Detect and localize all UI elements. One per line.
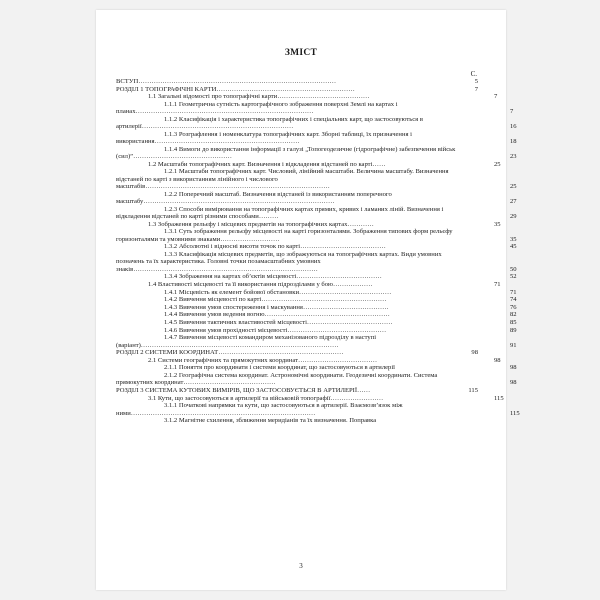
toc-entry-text: 1.2.2 Поперечний масштаб. Визначення відстаней із використанням поперечного масштабу…………………………………………………………………………… <box>116 190 392 206</box>
toc-entry-page: 98 <box>510 364 517 372</box>
toc-entry <box>116 402 520 417</box>
toc-entry-text: 1.2.1 Масштаби топографічних карт. Числовий, лінійний масштаби. Величина масштабу. Визначення відстаней по карті з використанням лінійного і числового масштабів………………………………………………………………………… <box>116 168 449 191</box>
toc-entry <box>116 85 478 93</box>
toc-entry-text: 2.1.2 Географічна система координат. Астрономічні координати. Геодезичні координати. Система прямокутних координат…………………………………… <box>116 371 438 387</box>
toc-entry-text: 2.1.1 Поняття про координати і системи координат, що застосовуються в артилерії <box>164 364 395 372</box>
toc-entry <box>116 296 517 304</box>
toc-entry-text: 1.4.1 Місцевість як елемент бойової обстановки…………………………………… <box>164 288 392 296</box>
toc-title: ЗМІСТ <box>284 48 318 58</box>
toc-entry-page: 71 <box>494 280 501 288</box>
toc-entry-page: 25 <box>510 183 517 191</box>
toc-entry-page: 76 <box>510 303 517 311</box>
toc-entry <box>116 250 517 273</box>
toc-entry-page: 74 <box>510 296 517 304</box>
toc-entry <box>116 364 517 372</box>
toc-entry-text: 1.1.2 Класифікація і характеристика топографічних і спеціальних карт, що застосовуються в артилерії…………………………………………………………… <box>116 115 423 131</box>
toc-entry-text: 1.4.5 Вивчення тактичних властивостей місцевості………………………………… <box>164 318 393 326</box>
toc-entry-text: 1.4.4 Вивчення умов ведення вогню………………………………………………… <box>164 311 390 319</box>
toc-entry <box>116 303 517 311</box>
toc-entry-page: 18 <box>510 138 517 146</box>
toc-entry-text: 3.1.1 Початкові напрямки та кути, що застосовуються в артилерії. Взаємозв’язок між ними………………………………………………………………………… <box>116 402 403 417</box>
toc-entry-page: 35 <box>494 220 501 228</box>
toc-entry-text: 1.1.4 Вимоги до використання інформації з галузі „Топогеодезичне (гідрографічне) забезпечення військ (сил)”……………………………………… <box>116 145 456 161</box>
toc-entry-text: 1.3 Зображення рельєфу і місцевих предметів на топографічних картах………… <box>148 220 374 228</box>
toc-entry <box>116 93 498 101</box>
toc-entry-page: 35 <box>510 235 517 243</box>
toc-entry-page: 27 <box>510 198 517 206</box>
toc-entry-page: 98 <box>471 349 478 357</box>
toc-entry-text: 1.3.2 Абсолютні і відносні висоти точок по карті………………………………… <box>164 243 386 251</box>
toc-entry <box>116 349 478 357</box>
toc-entry-text: 2.1 Системи географічних та прямокутних координат……………………………… <box>148 356 378 364</box>
toc-entry-page: 7 <box>474 85 478 93</box>
table-of-contents <box>116 70 520 425</box>
toc-entry <box>116 168 517 191</box>
document-page <box>96 10 520 590</box>
toc-entry <box>116 356 501 364</box>
toc-entry-page: 23 <box>510 153 517 161</box>
toc-entry-text: 1.1.3 Розграфлення і номенклатура топографічних карт. Зборні таблиці, їх призначення і використання………………………………………………………… <box>116 130 413 146</box>
page-number: 3 <box>299 562 303 570</box>
toc-entry-page: 52 <box>510 273 517 281</box>
toc-entry-page: 45 <box>510 243 517 251</box>
toc-entry-text: 1.2 Масштаби топографічних карт. Визначення і відкладення відстаней по карті…… <box>148 160 386 168</box>
toc-entry-page: 29 <box>510 213 517 221</box>
toc-entry-page: 115 <box>510 409 520 417</box>
toc-entry <box>116 318 517 326</box>
toc-entry-page: 115 <box>494 394 504 402</box>
toc-entry <box>116 130 517 146</box>
toc-entry <box>116 228 517 243</box>
toc-entry-text: 1.3.1 Суть зображення рельєфу місцевості на карті горизонталями. Зображення типових форм рельєфу горизонталями та умовними знаками……………………… <box>116 228 453 243</box>
toc-entry-page: 7 <box>510 108 514 116</box>
toc-entry-page: 25 <box>494 160 501 168</box>
toc-entry <box>116 243 517 251</box>
toc-entry <box>116 288 517 296</box>
toc-entry-page: 98 <box>494 356 501 364</box>
toc-entry-text: РОЗДІЛ 2 СИСТЕМИ КООРДИНАТ………………………………………………… <box>116 349 344 357</box>
toc-entry-text: 1.2.3 Способи вимірювання на топографічних картах прямих, кривих і ламаних ліній. Визначення і відкладення відстаней по карті різними способами……… <box>116 205 444 221</box>
toc-entry-text: 1.1 Загальні відомості про топографічні карти…………………………………… <box>148 93 370 101</box>
toc-entry-text: 1.4.2 Вивчення місцевості по карті………………………………………………… <box>164 296 387 304</box>
toc-entry <box>116 115 517 131</box>
toc-entry <box>116 145 517 161</box>
toc-entry <box>116 78 478 85</box>
toc-entry-page: 7 <box>494 93 498 101</box>
toc-entry-text: 3.1.2 Магнітне схилення, зближення меридіанів та їх визначення. Поправка <box>164 417 377 425</box>
page-column-header: С. <box>470 70 477 78</box>
toc-entry <box>116 334 517 349</box>
toc-entry <box>116 160 501 168</box>
toc-entry-text: 1.4.7 Вивчення місцевості командиром механізованого підрозділу в наступі (варіант)……………………………………………………………………………… <box>116 334 377 349</box>
toc-entry-text: РОЗДІЛ 1 ТОПОГРАФІЧНІ КАРТИ……………………………………………………… <box>116 85 355 93</box>
toc-entry <box>116 371 517 387</box>
toc-entry-text: 1.3.4 Зображення на картах об’єктів місцевості………………………………… <box>164 273 382 281</box>
toc-entry <box>116 280 501 288</box>
toc-entry-text: РОЗДІЛ 3 СИСТЕМА КУТОВИХ ВИМІРІВ, ЩО ЗАСТОСОВУЄТЬСЯ В АРТИЛЕРІЇ…… <box>116 386 371 394</box>
toc-entry-text: ВСТУП……………………………………………………………………………… <box>116 78 337 85</box>
toc-entry-page: 91 <box>510 341 517 349</box>
toc-entry-page: 5 <box>474 78 478 85</box>
toc-entry <box>116 417 474 424</box>
toc-entry <box>116 220 501 228</box>
toc-entry-page: 115 <box>468 386 478 394</box>
toc-entry <box>116 100 514 116</box>
toc-entry-page: 82 <box>510 311 517 319</box>
toc-entry-page: 50 <box>510 265 517 273</box>
toc-entry-text: 1.4.3 Вивчення умов спостереження і маскування………………………………… <box>164 303 389 311</box>
toc-entry-page: 98 <box>510 379 517 387</box>
toc-entry-text: 1.4.6 Вивчення умов прохідності місцевості……………………………………… <box>164 326 387 334</box>
toc-entry-text: 1.4 Властивості місцевості та її використання підрозділами у бою……………… <box>148 280 373 288</box>
toc-entry-page: 71 <box>510 288 517 296</box>
toc-entry <box>116 190 517 206</box>
toc-entry-text: 3.1 Кути, що застосовуються в артилерії та військовій топографії…………………… <box>148 394 384 402</box>
toc-entry-page: 89 <box>510 326 517 334</box>
toc-entry-text: 1.3.3 Класифікація місцевих предметів, що зображуються на топографічних картах. Види умовних позначень та їх характеристика. Головні точки позамасштабних умовних знаків………………………………………………………………………… <box>116 250 442 273</box>
toc-entry <box>116 205 517 221</box>
toc-entry <box>116 326 517 334</box>
toc-entry <box>116 394 504 402</box>
toc-entry <box>116 386 478 394</box>
toc-entry-text: 1.1.1 Геометрична сутність картографічного зображення поверхні Землі на картах і планах……………………………………………………………………… <box>116 100 398 116</box>
toc-entry <box>116 311 517 319</box>
toc-entry-page: 85 <box>510 318 517 326</box>
toc-entry <box>116 273 517 281</box>
toc-entry-page: 16 <box>510 123 517 131</box>
